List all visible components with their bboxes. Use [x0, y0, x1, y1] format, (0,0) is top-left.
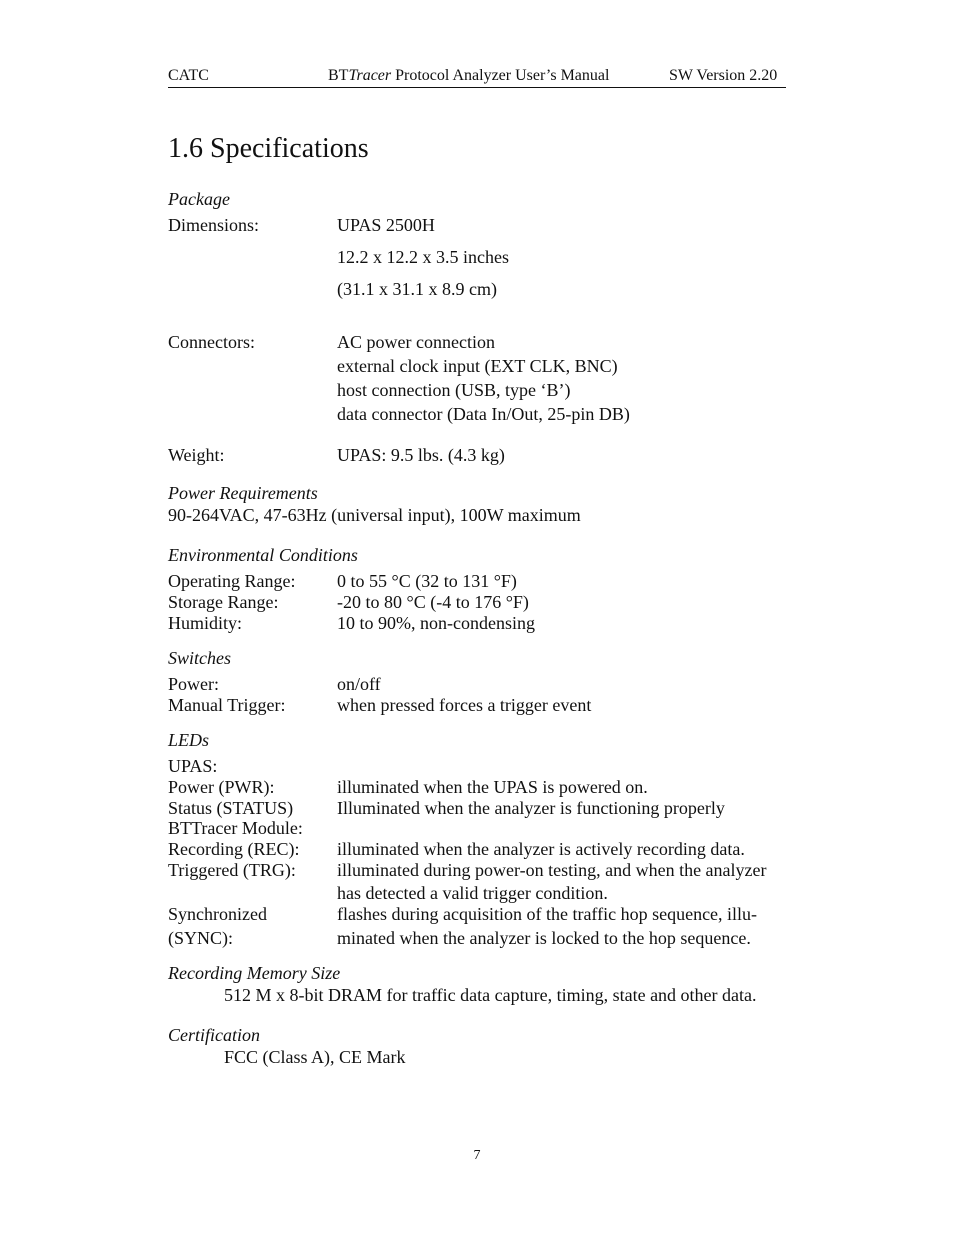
environment-heading: Environmental Conditions: [168, 545, 358, 565]
power-heading: Power Requirements: [168, 483, 318, 503]
switches-heading: Switches: [168, 648, 231, 668]
led-label-rec: Recording (REC):: [168, 839, 300, 859]
switch-label: Power:: [168, 674, 219, 694]
environment-label: Storage Range:: [168, 592, 279, 612]
header-left: CATC: [168, 67, 209, 84]
switch-label: Manual Trigger:: [168, 695, 286, 715]
connectors-label: Connectors:: [168, 332, 255, 352]
power-text: 90-264VAC, 47-63Hz (universal input), 100W maximum: [168, 505, 581, 525]
page-title: 1.6 Specifications: [168, 133, 369, 164]
memory-text: 512 M x 8-bit DRAM for traffic data capture, timing, state and other data.: [224, 985, 757, 1005]
environment-label: Operating Range:: [168, 571, 296, 591]
environment-value: -20 to 80 °C (-4 to 176 °F): [337, 592, 529, 612]
header-center-prefix: BT: [328, 67, 349, 84]
header-center-rest: Protocol Analyzer User’s Manual: [391, 67, 610, 84]
led-value-rec: illuminated when the analyzer is actively recording data.: [337, 839, 745, 859]
environment-value: 10 to 90%, non-condensing: [337, 613, 535, 633]
led-value-trg-cont: has detected a valid trigger condition.: [337, 883, 608, 903]
certification-heading: Certification: [168, 1025, 260, 1045]
connector-item: AC power connection: [337, 332, 495, 352]
connector-item: external clock input (EXT CLK, BNC): [337, 356, 618, 376]
leds-heading: LEDs: [168, 730, 210, 750]
header-rule: [168, 87, 786, 88]
dimensions-label: Dimensions:: [168, 215, 260, 235]
weight-value: UPAS: 9.5 lbs. (4.3 kg): [337, 445, 505, 465]
led-value-sync-cont: minated when the analyzer is locked to the hop sequence.: [337, 928, 751, 948]
header-center: [328, 66, 609, 86]
header-right: SW Version 2.20: [669, 67, 778, 84]
page-number: 7: [473, 1148, 481, 1163]
led-label-trg: Triggered (TRG):: [168, 860, 296, 880]
led-group-module: BTTracer Module:: [168, 818, 303, 838]
led-label-status: Status (STATUS): [168, 798, 294, 818]
led-value-pwr: illuminated when the UPAS is powered on.: [337, 777, 648, 797]
package-heading: Package: [168, 189, 230, 209]
certification-text: FCC (Class A), CE Mark: [224, 1047, 406, 1067]
led-label-sync-cont: (SYNC):: [168, 928, 234, 948]
weight-label: Weight:: [168, 445, 225, 465]
header-center-italic: Tracer: [348, 67, 392, 84]
environment-label: Humidity:: [168, 613, 243, 633]
led-value-status: Illuminated when the analyzer is functioning properly: [337, 798, 725, 818]
dimensions-value-model: UPAS 2500H: [337, 215, 435, 235]
led-value-trg: illuminated during power-on testing, and when the analyzer: [337, 860, 767, 880]
environment-value: 0 to 55 °C (32 to 131 °F): [337, 571, 517, 591]
led-value-sync: flashes during acquisition of the traffic hop sequence, illu-: [337, 904, 758, 924]
led-label-pwr: Power (PWR):: [168, 777, 275, 797]
connector-item: data connector (Data In/Out, 25-pin DB): [337, 404, 630, 424]
dimensions-value-inches: 12.2 x 12.2 x 3.5 inches: [337, 247, 509, 267]
dimensions-value-cm: (31.1 x 31.1 x 8.9 cm): [337, 279, 497, 299]
led-group-upas: UPAS:: [168, 756, 218, 776]
switch-value: on/off: [337, 674, 381, 694]
switch-value: when pressed forces a trigger event: [337, 695, 592, 715]
memory-heading: Recording Memory Size: [168, 963, 341, 983]
connector-item: host connection (USB, type ‘B’): [337, 380, 571, 400]
led-label-sync: Synchronized: [168, 904, 267, 924]
